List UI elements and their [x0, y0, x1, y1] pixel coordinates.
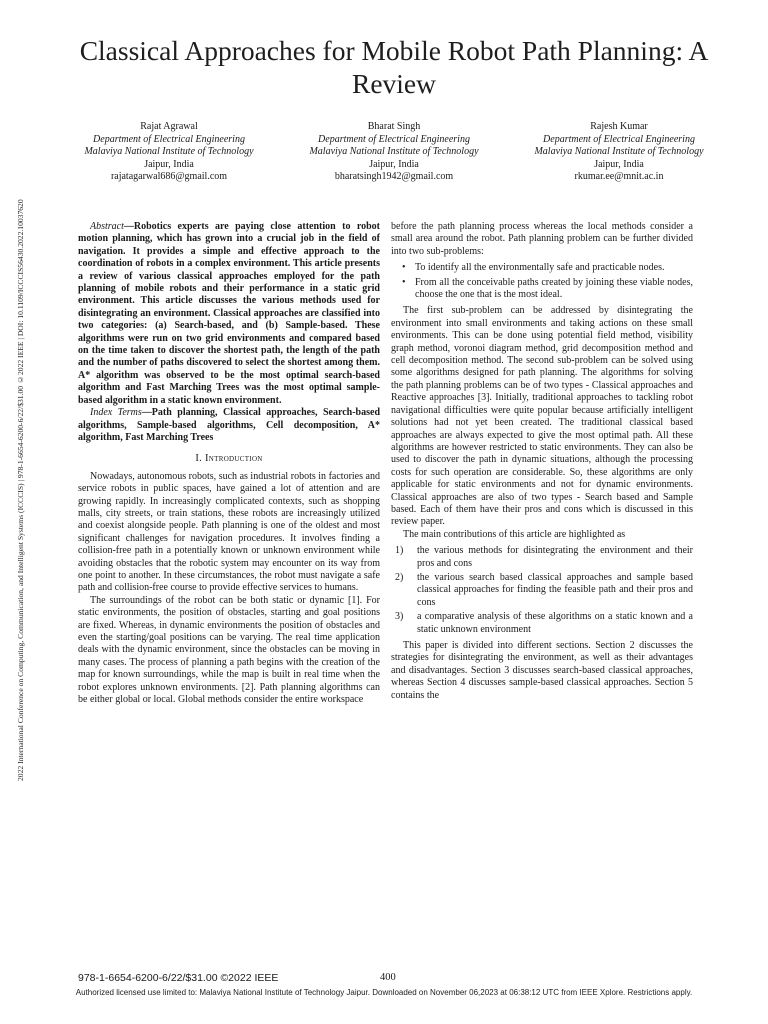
- author-email[interactable]: rajatagarwal686@gmail.com: [110, 171, 228, 182]
- page-number: 400: [380, 972, 396, 983]
- author-department: Department of Electrical Engineering: [543, 133, 695, 145]
- list-item: [395, 545, 693, 570]
- paper-title: Classical Approaches for Mobile Robot Path Planning: A Review: [79, 35, 709, 99]
- author-department: Department of Electrical Engineering: [318, 133, 470, 145]
- abstract-text: —Robotics experts are paying close attention to robot motion planning, which has grown into a crucial job in the field of navigation. It provides a simple and effective approach to the coordination of robots in a complex environment. This article presents a review of various classical approaches employed for the path planning of mobile robots and their performance in a static grid environment. This article discusses the various methods used for disintegrating an environment. Classical approaches are classified into two categories: (a) Search-based, and (b) Sample-based. These algorithms were run on two grid environments and compared based on the time taken to discover the shortest path, the length of the path and the number of paths discovered to select the shortest among them. A* algorithm was observed to be the most optimal search-based algorithm and Fast Marching Trees was the most optimal sample-based algorithm in a static known environment.: [78, 221, 380, 406]
- bullet-icon: •: [402, 276, 406, 288]
- section-heading-introduction: [78, 453, 380, 465]
- list-number: 1): [395, 545, 404, 557]
- author-institution: Malaviya National Institute of Technology: [534, 146, 704, 157]
- intro-paragraph-4: The main contributions of this article are highlighted as: [403, 528, 626, 540]
- license-notice: Authorized licensed use limited to: Malaviya National Institute of Technology Jaipur. Downloaded on November 06,2023 at 06:38:12 UTC from IEEE Xplore. Restrictions apply.: [75, 988, 693, 997]
- list-item: [395, 571, 693, 609]
- author-institution: Malaviya National Institute of Technology: [84, 146, 254, 157]
- bullet-icon: •: [402, 262, 406, 274]
- section-numeral: I.: [195, 453, 205, 465]
- author-email[interactable]: bharatsingh1942@gmail.com: [334, 171, 454, 182]
- author-department: Department of Electrical Engineering: [93, 133, 245, 145]
- right-column: [391, 221, 693, 702]
- author-1: [64, 121, 274, 184]
- subproblem-list: [391, 262, 693, 301]
- abstract: [78, 221, 380, 407]
- list-number: 3): [395, 611, 404, 623]
- list-item-text: the various search based classical approaches and sample based classical approaches for finding the feasible path and their pros and cons: [417, 571, 693, 608]
- index-terms-text: —Path planning, Classical approaches, Search-based algorithms, Sample-based algorithms, Cell decomposition, A* algorithm, Fast Marching Trees: [78, 407, 381, 443]
- index-terms-lead: Index Terms: [90, 407, 142, 419]
- list-item: [402, 276, 693, 302]
- list-item-text: a comparative analysis of these algorithms on a static known and a static unknown environment: [417, 611, 693, 635]
- left-column: [78, 221, 380, 706]
- author-name: Rajesh Kumar: [590, 121, 648, 132]
- list-item-text: To identify all the environmentally safe and practicable nodes.: [415, 262, 665, 274]
- intro-paragraph-2: The surroundings of the robot can be both static or dynamic [1]. For static environments, the position of obstacles, starting and goal positions are fixed. Whereas, in dynamic environments the position of obstacles and even the starting/goal positions can be varying. The real time application deals with the dynamic environment, since the obstacles can be moving in many cases. The process of planning a path begins with the creation of the map for known surroundings, while the map is built in real time when the robot explores unknown environments. [2]. Path planning algorithms can be either global or local. Global methods consider the entire workspace: [78, 594, 380, 706]
- intro-paragraph-continued: before the path planning process whereas the local methods consider a small area around the robot. Path planning problem can be further divided into two sub-problems:: [391, 221, 693, 257]
- footer-isbn: 978-1-6654-6200-6/22/$31.00 ©2022 IEEE: [78, 972, 279, 984]
- author-name: Bharat Singh: [367, 121, 421, 132]
- intro-paragraph-5: This paper is divided into different sections. Section 2 discusses the strategies for disintegrating the environment, as well as their advantages and disadvantages. Section 3 discusses search-based classical approaches, whereas Section 4 discusses sample-based classical approaches. Section 5 contains the: [391, 640, 693, 701]
- author-block: [64, 121, 724, 184]
- list-item-text: the various methods for disintegrating the environment and their pros and cons: [417, 545, 693, 569]
- list-item: [402, 262, 693, 274]
- author-city: Jaipur, India: [144, 158, 194, 170]
- list-item-text: From all the conceivable paths created by joining these viable nodes, choose the one that is the most ideal.: [415, 276, 693, 301]
- author-city: Jaipur, India: [369, 158, 419, 170]
- intro-paragraph-1: Nowadays, autonomous robots, such as industrial robots in factories and service robots in public spaces, have gained a lot of attention and are growing rapidly. In increasingly complicated contexts, such as shopping malls, city streets, or train stations, these robots are increasingly utilized and coexist alongside people. Path planning is one of the oldest and most significant challenges for navigation procedures. It involves finding a collision-free path in a potentially known or unknown environment while avoiding obstacles that the robotic system may encounter on its way from one point to another. In these circumstances, the robot must navigate a safe path and collision-free course to provide effective services to humans.: [78, 470, 380, 594]
- abstract-lead: Abstract: [90, 221, 124, 232]
- list-number: 2): [395, 571, 404, 583]
- author-city: Jaipur, India: [594, 158, 644, 170]
- intro-paragraph-3: The first sub-problem can be addressed by disintegrating the environment into small environments and taking actions on these small environments. This can be done using potential field method, visibility graph method, voronoi diagram method, grid decomposition method and cell decomposition method. The second sub-problem can be solved using some algorithms designed for path planning. The algorithms for solving the path planning problems can be of two types - Classical approaches and Reactive approaches [3]. Initially, traditional approaches to tackling robot navigational difficulties were quite popular because artificially intelligent solutions had not yet been created. The traditional classical based approaches are always expected to give the most optimal path. All these algorithms are however restricted to static environments. They can also be used to discover the path in dynamic situations, although the processing costs for such operation are considerable. So, these algorithms are only applicable for static environments and not for dynamic environments. Classical approaches are also of two types - Search based and Sample based. Each of them have their pros and cons which is discussed in this review paper.: [391, 305, 693, 528]
- author-2: [289, 121, 499, 184]
- author-3: [514, 121, 724, 184]
- conference-banner: 2022 International Conference on Computing, Communication, and Intelligent Systems (ICCCIS) | 978-1-6654-6200-6/22/$31.00 ©2022 IEEE | DOI: 10.1109/ICCCIS56430.2022.10037620: [16, 199, 25, 781]
- contributions-list: [391, 545, 693, 636]
- section-title: Introduction: [205, 453, 263, 465]
- author-name: Rajat Agrawal: [140, 121, 198, 132]
- list-item: [395, 611, 693, 636]
- index-terms: [78, 407, 380, 444]
- author-email[interactable]: rkumar.ee@mnit.ac.in: [574, 171, 664, 182]
- author-institution: Malaviya National Institute of Technology: [309, 146, 479, 157]
